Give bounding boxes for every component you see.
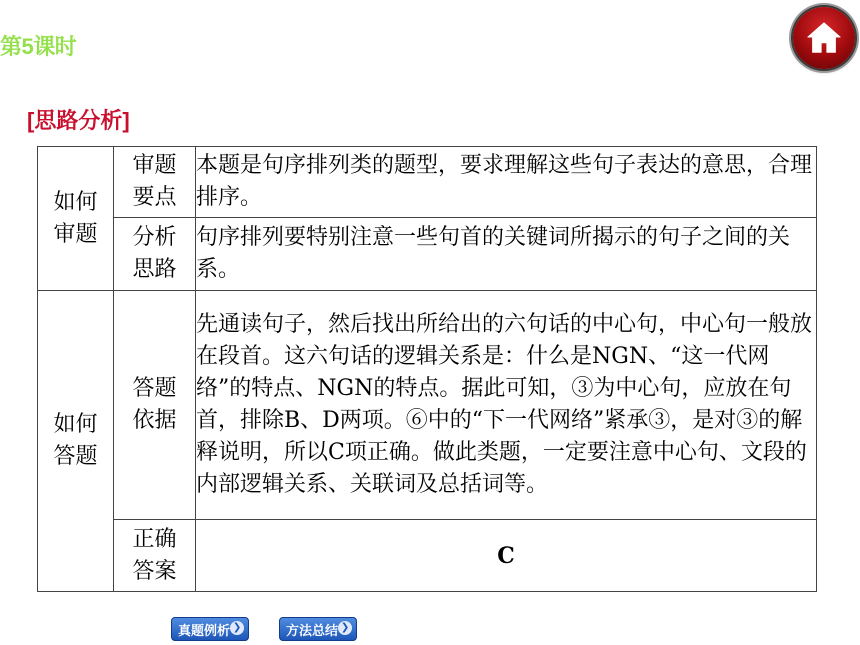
table-row <box>38 218 817 291</box>
chevron-right-icon: ❯ <box>230 621 244 635</box>
nav-button-label: 方法总结 <box>286 622 339 638</box>
content-key-points: 本题是句序排列类的题型，要求理解这些句子表达的意思，合理排序。 <box>196 147 817 218</box>
nav-buttons <box>171 617 357 641</box>
content-analysis: 句序排列要特别注意一些句首的关键词所揭示的句子之间的关系。 <box>196 218 817 291</box>
lesson-title: 第5课时 <box>0 34 77 59</box>
content-basis: 先通读句子，然后找出所给出的六句话的中心句，中心句一般放在段首。这六句话的逻辑关系是：什么是NGN、“这一代网络”的特点、NGN的特点。据此可知，③为中心句，应放在句首，排除B、D两项。⑥中的“下一代网络”紧承③，是对③的解释说明，所以C项正确。做此类题，一定要注意中心句、文段的内部逻辑关系、关联词及总括词等。 <box>196 291 817 520</box>
table-row <box>38 520 817 592</box>
sub-label-key-points: 审题 要点 <box>114 147 196 218</box>
section-heading: [思路分析] <box>27 108 130 133</box>
sub-label-correct-answer: 正确 答案 <box>114 520 196 592</box>
sub-label-analysis: 分析 思路 <box>114 218 196 291</box>
sub-label-basis: 答题 依据 <box>114 291 196 520</box>
group-label-answer: 如何 答题 <box>38 291 114 592</box>
home-icon <box>805 19 843 57</box>
analysis-table <box>37 146 817 592</box>
correct-answer-value: C <box>196 520 817 592</box>
group-label-review: 如何 审题 <box>38 147 114 291</box>
chevron-right-icon: ❯ <box>338 621 352 635</box>
method-summary-button[interactable] <box>279 617 357 641</box>
nav-button-label: 真题例析 <box>178 622 231 638</box>
table-row <box>38 147 817 218</box>
example-analysis-button[interactable] <box>171 617 249 641</box>
table-row <box>38 291 817 520</box>
home-button[interactable] <box>793 7 855 69</box>
